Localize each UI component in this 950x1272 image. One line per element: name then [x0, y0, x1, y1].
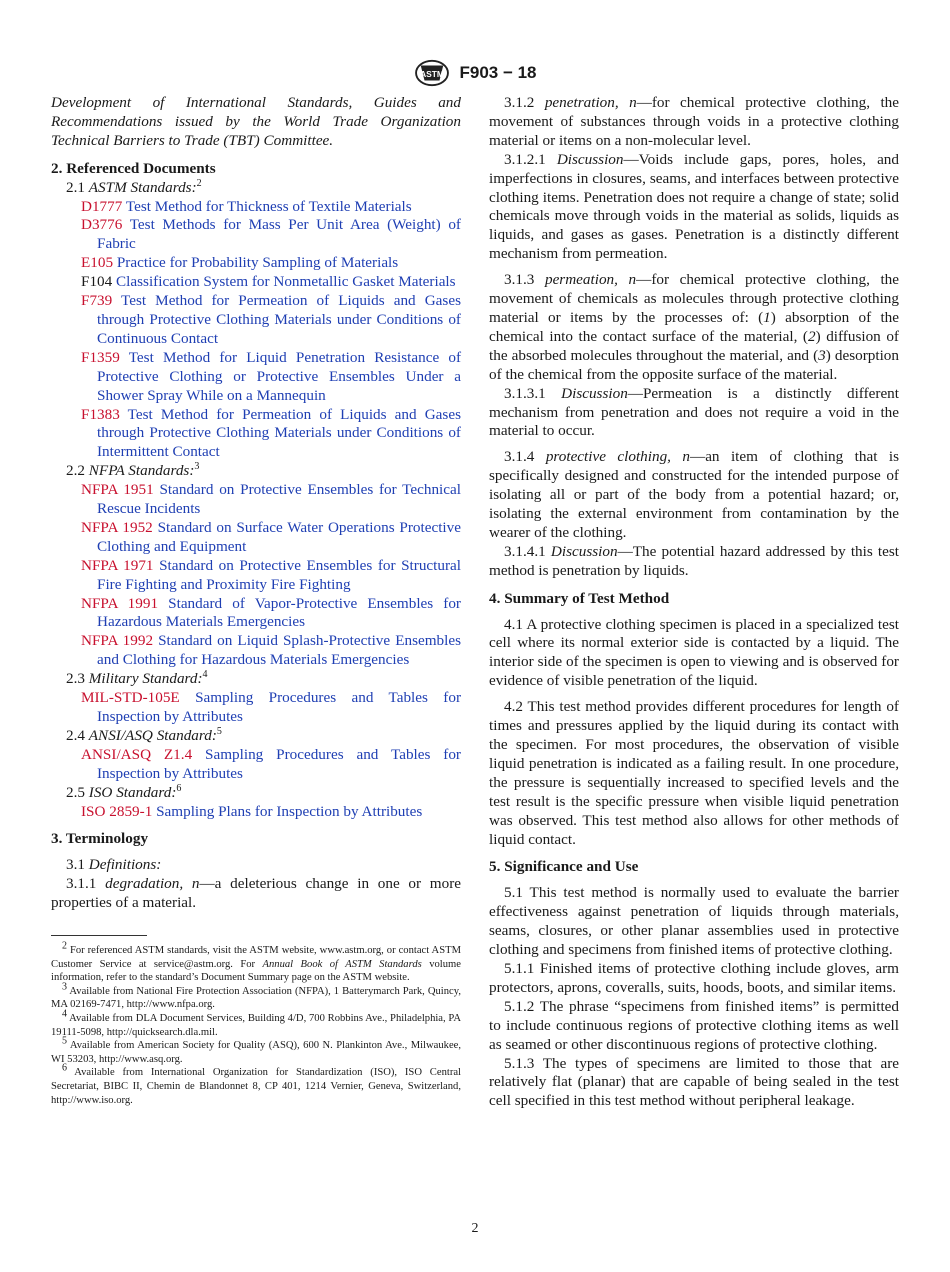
footnote-rule [51, 935, 147, 936]
ref-mil-std-105e[interactable]: MIL-STD-105E Sampling Procedures and Tables for Inspection by Attributes [81, 689, 461, 725]
discussion-permeation: 3.1.3.1 Discussion—Permeation is a distinctly different mechanism from penetration and does not require a void in the material to occur. [489, 384, 899, 440]
ref-f104[interactable]: F104 Classification System for Nonmetallic Gasket Materials [81, 273, 456, 291]
paragraph-4-1: 4.1 A protective clothing specimen is placed in a specialized test cell where its normal exterior side is contacted by a liquid. The interior side of the specimen is open to viewing and is observed for evidence of visible penetration of the liquid. [489, 615, 899, 690]
military-standard-heading: 2.3 Military Standard:$^4$ [66, 669, 208, 688]
ref-nfpa-1951[interactable]: NFPA 1951 Standard on Protective Ensembles for Technical Rescue Incidents [81, 481, 461, 518]
page-header [0, 58, 950, 88]
footnote-2: $^2$ For referenced ASTM standards, visit the ASTM website, www.astm.org, or contact ASTM Customer Service at service@astm.org. For Annual Book of ASTM Standards volume information, refer to the standard’s Document Summary page on the ASTM website. [51, 940, 461, 984]
footnote-3: $^3$ Available from National Fire Protection Association (NFPA), 1 Batterymarch Park, Quincy, MA 02169-7471, http://www.nfpa.org. [51, 981, 461, 1011]
paragraph-5-1-1: 5.1.1 Finished items of protective clothing include gloves, arm protectors, aprons, coveralls, suits, hoods, boots, and similar items. [489, 959, 899, 996]
definition-degradation: 3.1.1 degradation, n—a deleterious change in one or more properties of a material. [51, 875, 462, 912]
ref-nfpa-1991[interactable]: NFPA 1991 Standard of Vapor-Protective Ensembles for Hazardous Materials Emergencies [81, 594, 461, 631]
ref-iso-2859-1[interactable]: ISO 2859-1 Sampling Plans for Inspection by Attributes [81, 802, 423, 820]
section-3-title: 3. Terminology [51, 830, 149, 848]
footnote-6: $^6$ Available from International Organization for Standardization (ISO), ISO Central Secretariat, BIBC II, Chemin de Blandonnet 8, CP 401, 1214 Vernier, Geneva, Switzerland, http://www.iso.org. [51, 1062, 461, 1106]
definitions-heading: 3.1 Definitions: [66, 856, 162, 874]
discussion-protective-clothing: 3.1.4.1 Discussion—The potential hazard addressed by this test method is penetration by liquids. [489, 542, 900, 579]
svg-text:ASTM: ASTM [420, 68, 445, 79]
designation: F903 − 18 [459, 63, 537, 82]
ref-nfpa-1992[interactable]: NFPA 1992 Standard on Liquid Splash-Protective Ensembles and Clothing for Hazardous Materials Emergencies [81, 632, 461, 669]
ref-nfpa-1971[interactable]: NFPA 1971 Standard on Protective Ensembles for Structural Fire Fighting and Proximity Fire Fighting [81, 556, 461, 593]
page-number: 2 [471, 1221, 479, 1236]
intro-text: Development of International Standards, Guides and Recommendations issued by the World Trade Organization Technical Barriers to Trade (TBT) Committee. [51, 94, 461, 149]
paragraph-4-2: 4.2 This test method provides different procedures for length of times and pressures applied by the liquid during its contact with the specimen. For most procedures, the observation of visible liquid penetration is indicated as a failing result. In one procedure, the pressure is sequentially increased to specified levels and the test result is the specific pressure when visible liquid penetration was observed. This test method also allows for other methods of liquid contact. [489, 698, 899, 848]
ref-f1383[interactable]: F1383 Test Method for Permeation of Liquids and Gases through Protective Clothing Materials under Conditions of Intermittent Contact [81, 405, 461, 461]
section-4-title: 4. Summary of Test Method [489, 589, 670, 607]
definition-protective-clothing: 3.1.4 protective clothing, n—an item of clothing that is specifically designed and constructed for the intended purpose of isolating all or part of the body from a potential hazard; or, isolating the external environment from contamination by the wearer of the clothing. [489, 448, 899, 541]
ref-d1777[interactable]: D1777 Test Method for Thickness of Textile Materials [81, 197, 412, 215]
ref-f739[interactable]: F739 Test Method for Permeation of Liquids and Gases through Protective Clothing Materials under Conditions of Continuous Contact [81, 292, 461, 347]
ref-e105[interactable]: E105 Practice for Probability Sampling of Materials [81, 254, 399, 272]
left-column [51, 94, 461, 1107]
astm-logo-icon [413, 58, 451, 88]
ref-d3776[interactable]: D3776 Test Methods for Mass Per Unit Area (Weight) of Fabric [81, 216, 461, 253]
footnote-4: $^4$ Available from DLA Document Services, Building 4/D, 700 Robbins Ave., Philadelphia, PA 19111-5098, http://quicksearch.dla.mil. [51, 1008, 461, 1038]
astm-standards-heading: 2.1 ASTM Standards:$^2$ [66, 177, 202, 196]
discussion-penetration: 3.1.2.1 Discussion—Voids include gaps, pores, holes, and imperfections in closures, seams, and interfaces between protective clothing items. Penetration does not require a change of state; solid chemicals move through voids in the material as solids, liquids as liquids, and gases as gases. Penetration is a distinctly different mechanism from permeation. [489, 150, 899, 263]
section-5-title: 5. Significance and Use [489, 858, 639, 876]
definition-permeation: 3.1.3 permeation, n—for chemical protective clothing, the movement of chemicals as molecules through protective clothing material or items by the processes of: (1) absorption of the chemical into the contact surface of the material, (2) diffusion of the absorbed molecules throughout the material, and (3) desorption of the chemical from the opposite surface of the material. [489, 271, 900, 383]
right-column [489, 94, 899, 1111]
ref-ansi-asq-z14[interactable]: ANSI/ASQ Z1.4 Sampling Procedures and Tables for Inspection by Attributes [81, 745, 461, 782]
ref-f1359[interactable]: F1359 Test Method for Liquid Penetration Resistance of Protective Clothing or Protective Ensembles Under a Shower Spray While on a Mannequin [81, 348, 461, 404]
ref-nfpa-1952[interactable]: NFPA 1952 Standard on Surface Water Operations Protective Clothing and Equipment [81, 518, 461, 555]
definition-penetration: 3.1.2 penetration, n—for chemical protective clothing, the movement of substances through voids in a protective clothing material or items on a non-molecular level. [489, 94, 900, 149]
footnote-5: $^5$ Available from American Society for Quality (ASQ), 600 N. Plankinton Ave., Milwaukee, WI 53203, http://www.asq.org. [51, 1035, 461, 1065]
paragraph-5-1-3: 5.1.3 The types of specimens are limited to those that are relatively flat (planar) that are capable of being sealed in the test cell specified in this test method without peripheral leakage. [489, 1054, 899, 1110]
ansi-standard-heading: 2.4 ANSI/ASQ Standard:$^5$ [66, 725, 222, 744]
iso-standard-heading: 2.5 ISO Standard:$^6$ [66, 782, 182, 801]
paragraph-5-1: 5.1 This test method is normally used to evaluate the barrier effectiveness against penetration of liquids through materials, seams, closures, or other planar assemblies used in protective clothing and specimens from finished items of protective clothing. [489, 884, 899, 959]
paragraph-5-1-2: 5.1.2 The phrase “specimens from finished items” is permitted to include continuous regions of protective clothing items as well as seamed or other discontinuous regions of protective clothing. [489, 997, 899, 1053]
nfpa-standards-heading: 2.2 NFPA Standards:$^3$ [66, 461, 200, 480]
section-2-title: 2. Referenced Documents [51, 159, 216, 177]
